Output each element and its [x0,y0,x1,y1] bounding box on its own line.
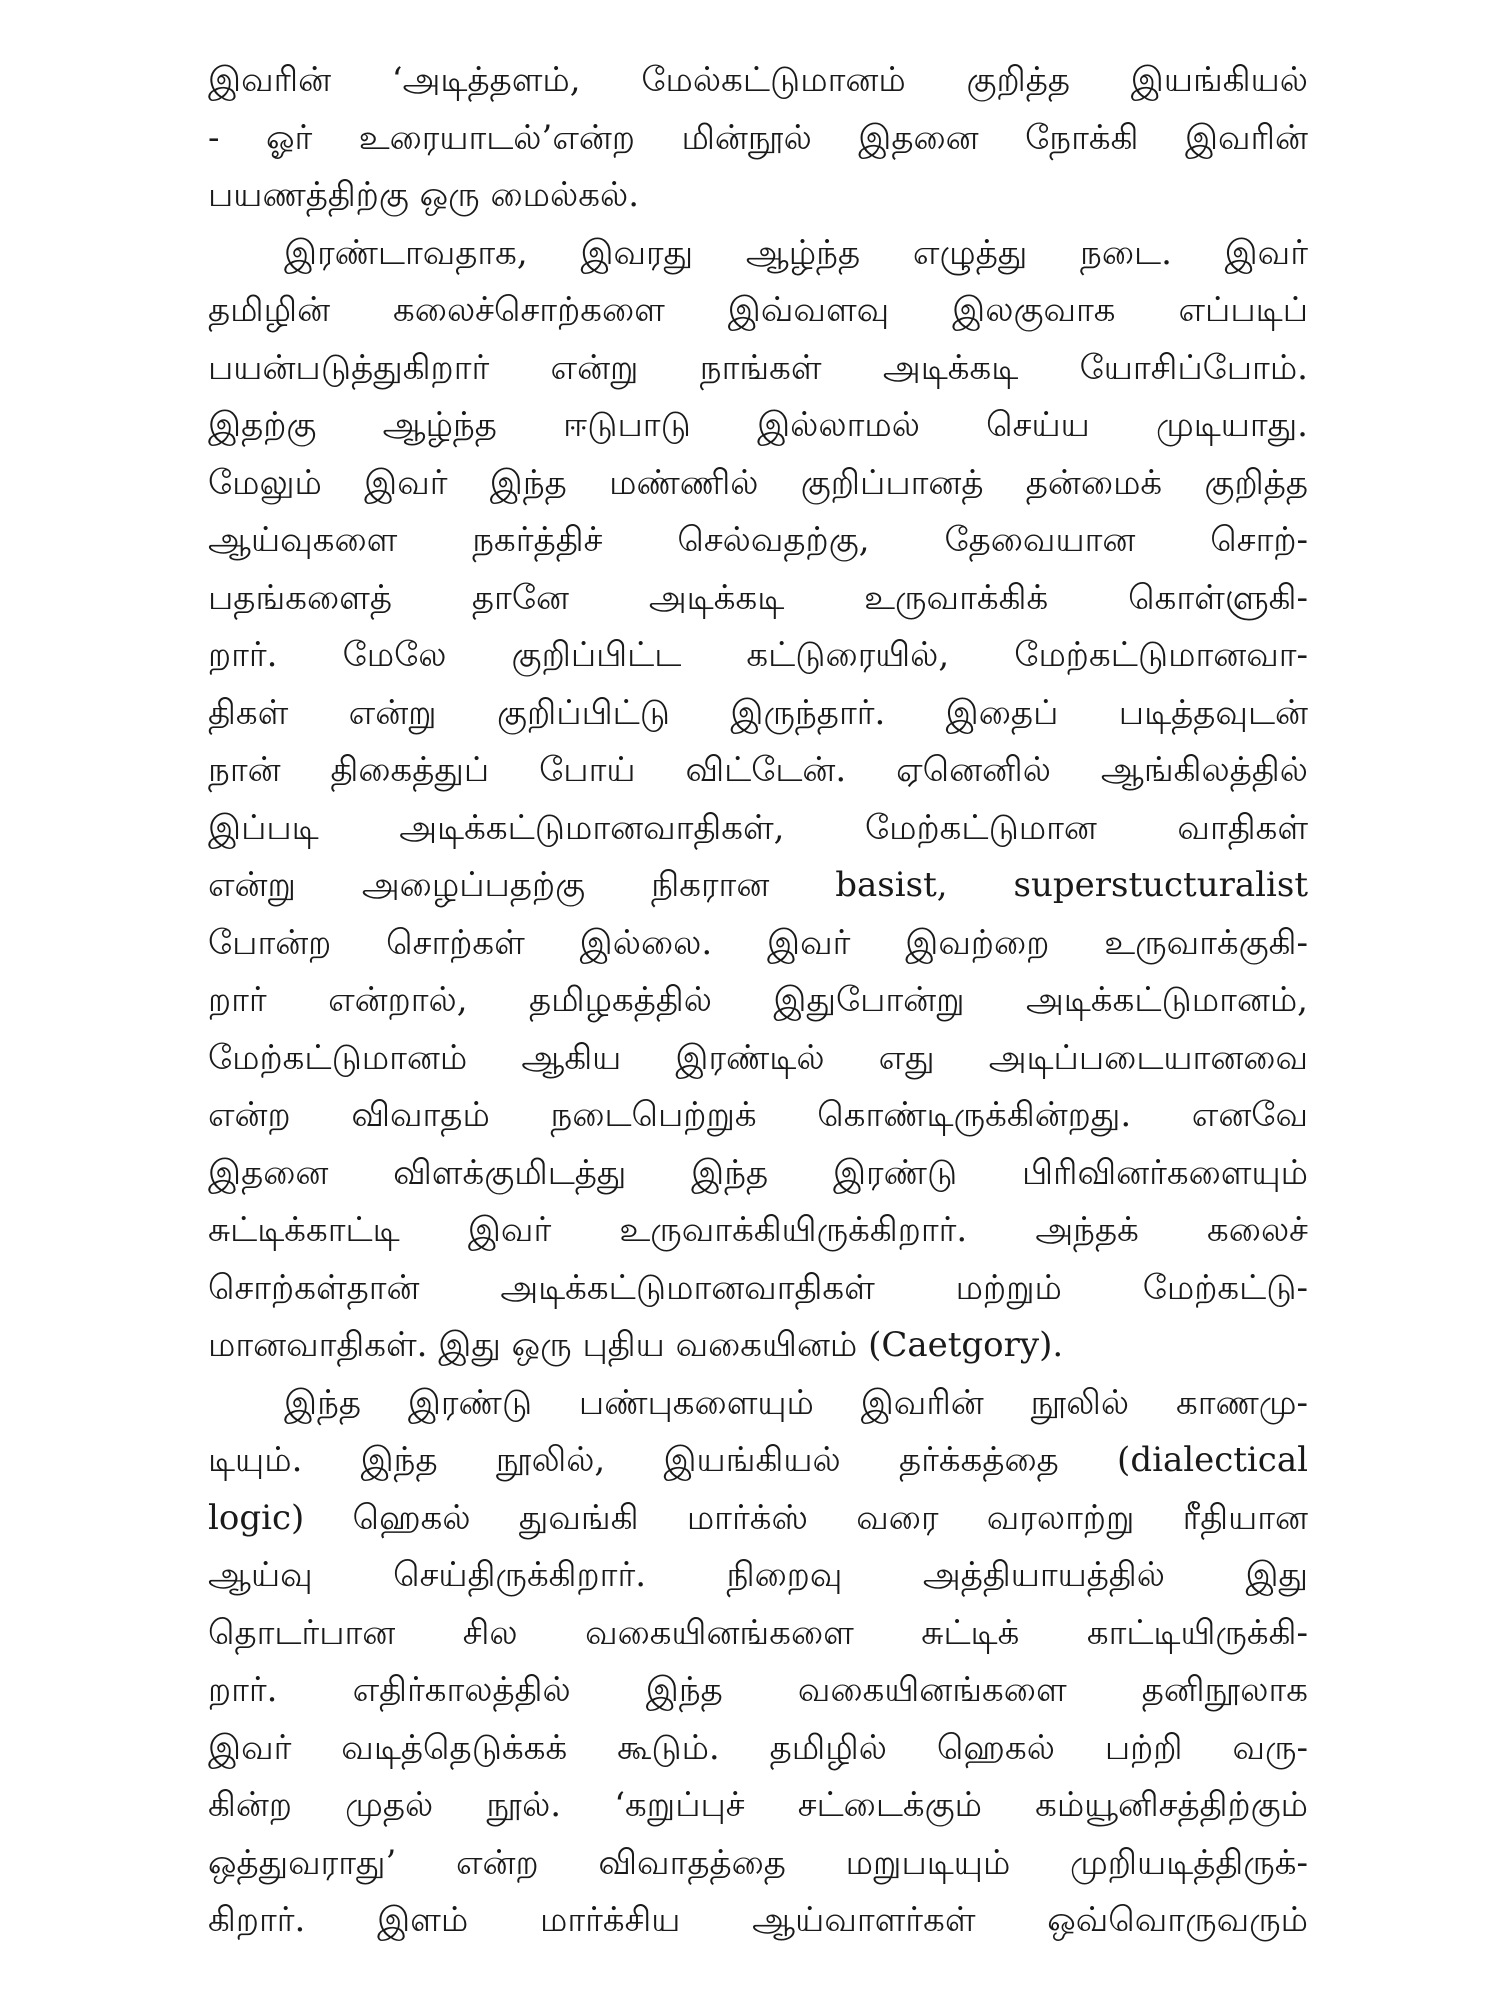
text-line: - ஓர் உரையாடல்’என்ற மின்நூல் இதனை நோக்கி இவரின் [208,117,1308,158]
text-line: இதனை விளக்குமிடத்து இந்த இரண்டு பிரிவினர்களையும் [208,1152,1308,1193]
text-line: ஒத்துவராது’ என்ற விவாதத்தை மறுபடியும் முறியடித்திருக்- [208,1842,1308,1883]
text-line: இந்த இரண்டு பண்புகளையும் இவரின் நூலில் காணமு- [284,1382,1308,1423]
body-text [208,52,1308,1950]
text-line: மேற்கட்டுமானம் ஆகிய இரண்டில் எது அடிப்படையானவை [208,1037,1308,1078]
text-line: இதற்கு ஆழ்ந்த ஈடுபாடு இல்லாமல் செய்ய முடியாது. [208,405,1308,445]
text-line: தொடர்பான சில வகையினங்களை சுட்டிக் காட்டியிருக்கி- [208,1612,1308,1653]
text-line: இவர் வடித்தெடுக்கக் கூடும். தமிழில் ஹெகல் பற்றி வரு- [208,1727,1308,1768]
text-line: போன்ற சொற்கள் இல்லை. இவர் இவற்றை உருவாக்குகி- [208,922,1308,963]
text-line: இப்படி அடிக்கட்டுமானவாதிகள், மேற்கட்டுமான வாதிகள் [208,807,1308,848]
text-line: றார். எதிர்காலத்தில் இந்த வகையினங்களை தனிநூலாக [208,1670,1308,1710]
text-line: டியும். இந்த நூலில், இயங்கியல் தர்க்கத்தை (dialectical [208,1440,1308,1480]
text-line: சொற்கள்தான் அடிக்கட்டுமானவாதிகள் மற்றும் மேற்கட்டு- [208,1267,1308,1308]
text-line: கிறார். இளம் மார்க்சிய ஆய்வாளர்கள் ஒவ்வொருவரும் [208,1900,1308,1940]
text-line: சுட்டிக்காட்டி இவர் உருவாக்கியிருக்கிறார். அந்தக் கலைச் [208,1210,1308,1250]
text-line: என்ற விவாதம் நடைபெற்றுக் கொண்டிருக்கின்றது. எனவே [208,1095,1308,1135]
text-line: ஆய்வுகளை நகர்த்திச் செல்வதற்கு, தேவையான சொற்- [208,520,1308,560]
text-line: தமிழின் கலைச்சொற்களை இவ்வளவு இலகுவாக எப்படிப் [208,290,1308,330]
text-line: பதங்களைத் தானே அடிக்கடி உருவாக்கிக் கொள்ளுகி- [208,577,1308,618]
text-line: ஆய்வு செய்திருக்கிறார். நிறைவு அத்தியாயத்தில் இது [208,1555,1308,1595]
text-line: மானவாதிகள். இது ஒரு புதிய வகையினம் (Caetgory). [208,1325,1064,1365]
text-line: றார் என்றால், தமிழகத்தில் இதுபோன்று அடிக்கட்டுமானம், [208,980,1308,1020]
text-line: திகள் என்று குறிப்பிட்டு இருந்தார். இதைப் படித்தவுடன் [208,692,1308,733]
text-line: logic) ஹெகல் துவங்கி மார்க்ஸ் வரை வரலாற்று ரீதியான [208,1497,1308,1538]
text-line: இவரின் ‘அடித்தளம், மேல்கட்டுமானம் குறித்த இயங்கியல் [208,60,1308,100]
text-line: என்று அழைப்பதற்கு நிகரான basist, superstucturalist [208,865,1308,905]
text-line: இரண்டாவதாக, இவரது ஆழ்ந்த எழுத்து நடை. இவர் [284,232,1308,273]
text-line: பயன்படுத்துகிறார் என்று நாங்கள் அடிக்கடி யோசிப்போம். [208,347,1308,388]
text-line: பயணத்திற்கு ஒரு மைல்கல். [208,175,640,215]
text-line: றார். மேலே குறிப்பிட்ட கட்டுரையில், மேற்கட்டுமானவா- [208,635,1308,675]
text-line: மேலும் இவர் இந்த மண்ணில் குறிப்பானத் தன்மைக் குறித்த [208,462,1308,503]
text-line: கின்ற முதல் நூல். ‘கறுப்புச் சட்டைக்கும் கம்யூனிசத்திற்கும் [208,1785,1308,1825]
text-line: நான் திகைத்துப் போய் விட்டேன். ஏனெனில் ஆங்கிலத்தில் [208,750,1308,790]
